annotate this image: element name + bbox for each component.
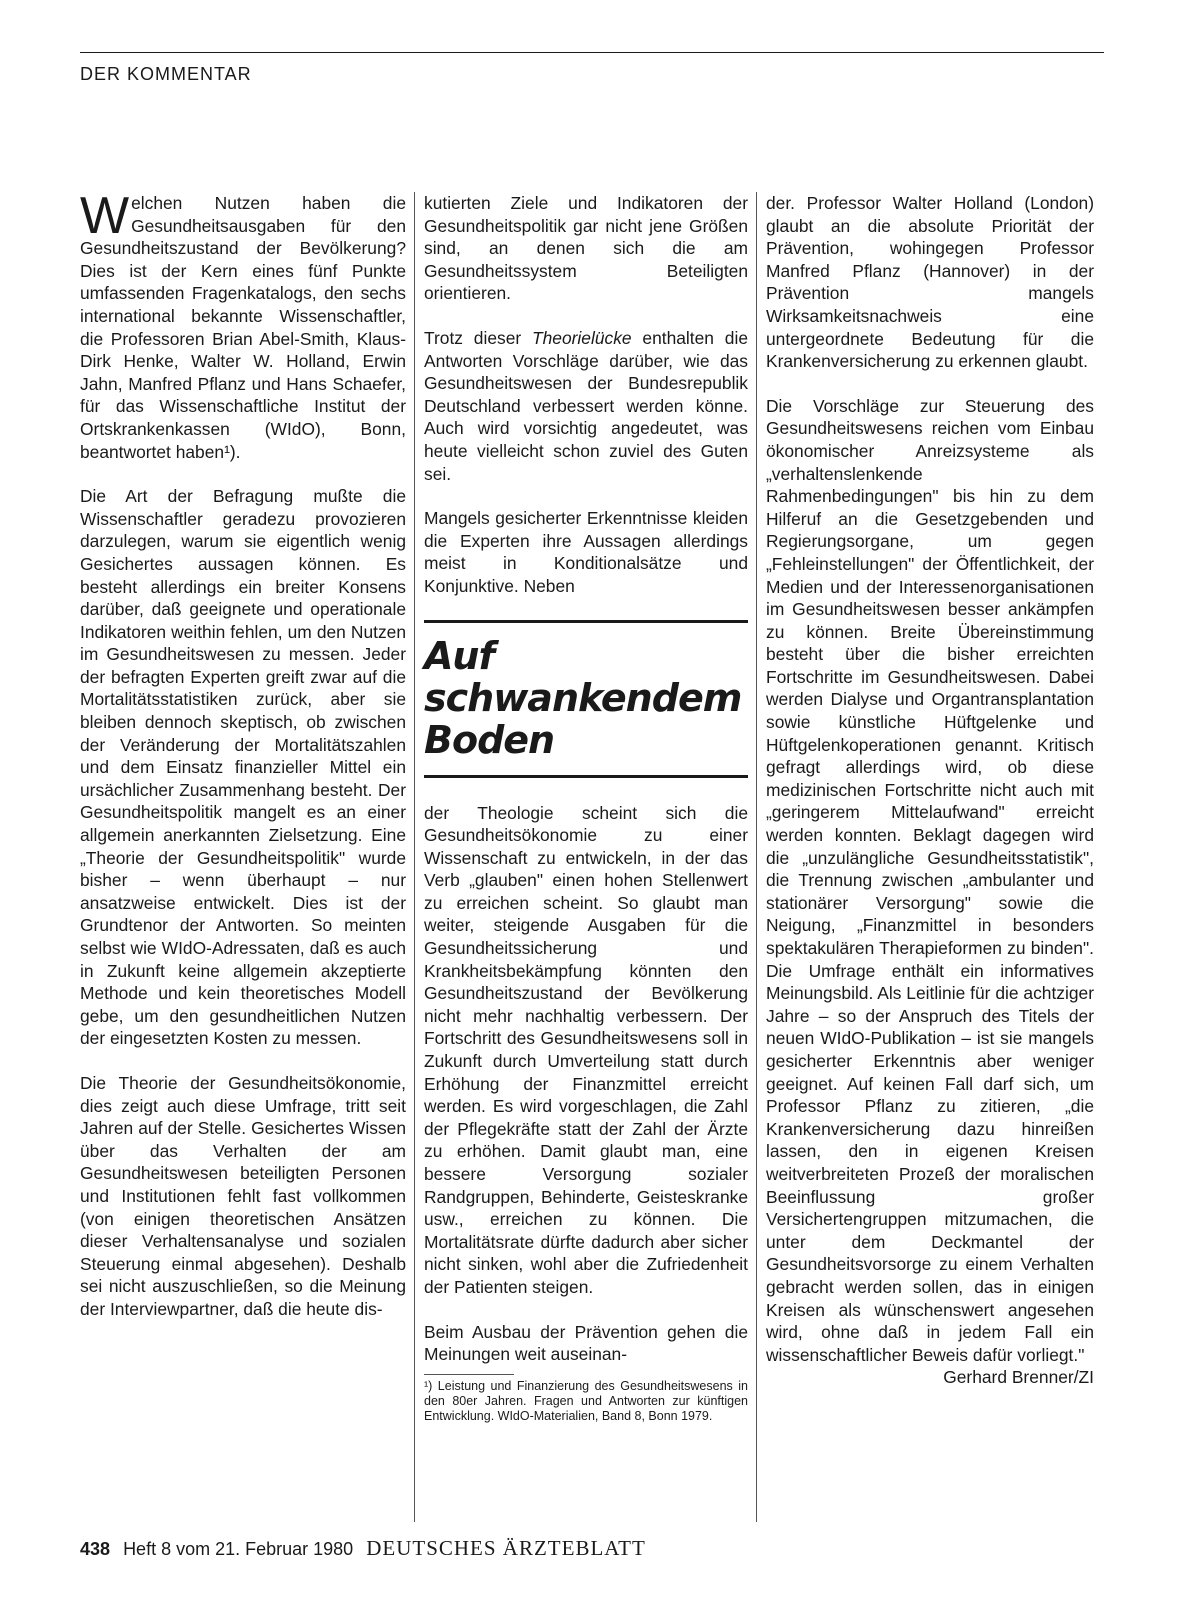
paragraph-text: elchen Nutzen haben die Gesundheitsausgaben für den Gesundheitszustand der Bevölkerung? Dies ist der Kern eines fünf Punkte umfassenden Fragenkatalogs, den sechs international bekannte Wissenschaftler, die Professoren Brian Abel-Smith, Klaus-Dirk Henke, Walter W. Holland, Erwin Jahn, Manfred Pflanz und Hans Schaefer, für das Wissenschaftliche Institut der Ortskrankenkassen (WIdO), Bonn, beantwortet haben¹). bbox=[80, 193, 406, 462]
paragraph: kutierten Ziele und Indikatoren der Gesundheitspolitik gar nicht jene Größen sind, an denen sich die am Gesundheitssystem Beteiligten orientieren. bbox=[424, 193, 748, 304]
headline-line: Auf bbox=[424, 633, 494, 678]
page-footer bbox=[80, 1536, 646, 1561]
paragraph-text: Die Vorschläge zur Steuerung des Gesundheitswesens reichen vom Einbau ökonomischer Anreizsysteme als „verhaltenslenkende Rahmenbedingungen" bis hin zu dem Hilferuf an die Gesetzgebenden und Regierungsorgane, um gegen „Fehleinstellungen" der Öffentlichkeit, der Medien und der Interessenorganisationen im Gesundheitswesen besser ankämpfen zu können. Breite Übereinstimmung besteht über die bisher erreichten Fortschritte im Gesundheitswesen. Dabei werden Dialyse und Organtransplantation sowie künstliche Hüftgelenke und Hüftgelenkoperationen genannt. Kritisch gefragt allerdings wird, ob diese medizinischen Fortschritte nicht auch mit „geringerem Mittelaufwand" erreicht werden konnten. Beklagt dagegen wird die „unzulängliche Gesundheitsstatistik", die Trennung zwischen „ambulanter und stationärer Versorgung" sowie die Neigung, „Finanzmittel in besonders spektakulären Therapieformen zu binden". Die Umfrage enthält ein informatives Meinungsbild. Als Leitlinie für die achtziger Jahre – so der Anspruch des Titels der neuen WIdO-Publikation – ist sie mangels gesicherter Erkenntnis aber weniger geeignet. Auf keinen Fall darf sich, um Professor Pflanz zu zitieren, „die Krankenversicherung dazu hinreißen lassen, den in eigenen Kreisen weitverbreiteten Prozeß der moralischen Beeinflussung großer Versichertengruppen mitzumachen, die unter dem Deckmantel der Gesundheitsvorsorge zu einem Verhalten gebracht werden sollen, das in einigen Kreisen als wünschenswert angesehen wird, ohne daß in jedem Fall ein wissenschaftlicher Beweis dafür vorliegt." bbox=[766, 395, 1094, 1365]
article-column-3 bbox=[766, 192, 1094, 1389]
paragraph: der Theologie scheint sich die Gesundheitsökonomie zu einer Wissenschaft zu entwickeln, in der das Verb „glauben" einen hohen Stellenwert zu erreichen scheint. So glaubt man weiter, steigende Ausgaben für die Gesundheitssicherung und Krankheitsbekämpfung könnten den Gesundheitszustand der Bevölkerung nicht mehr nachhaltig verbessern. Der Fortschritt des Gesundheitswesens soll in Zukunft durch Umverteilung statt durch Erhöhung der Finanzmittel erreicht werden. Es wird vorgeschlagen, die Zahl der Pflegekräfte statt der Zahl der Ärzte zu erhöhen. Damit glaubt man, eine bessere Versorgung sozialer Randgruppen, Behinderte, Geisteskranke usw., erreichen zu können. Die Mortalitätsrate dürfte dadurch aber sicher nicht sinken, wohl aber die Zufriedenheit der Patienten steigen. bbox=[424, 802, 748, 1297]
headline bbox=[424, 635, 748, 761]
issue-info: Heft 8 vom 21. Februar 1980 bbox=[123, 1539, 354, 1559]
paragraph bbox=[80, 187, 406, 463]
journal-name: DEUTSCHES ÄRZTEBLATT bbox=[366, 1536, 646, 1560]
paragraph: Die Theorie der Gesundheitsökonomie, dies zeigt auch diese Umfrage, tritt seit Jahren auf der Stelle. Gesichertes Wissen über das Verhalten der am Gesundheitswesen beteiligten Personen und Institutionen fehlt fast vollkommen (von einigen theoretischen Ansätzen dieser Verhaltensanalyse und sozialen Steuerung einmal abgesehen). Deshalb sei nicht auszuschließen, so die Meinung der Interviewpartner, daß die heute dis- bbox=[80, 1072, 406, 1319]
article-column-1 bbox=[80, 187, 406, 1343]
paragraph: Beim Ausbau der Prävention gehen die Meinungen weit auseinan- bbox=[424, 1321, 748, 1365]
headline-line: Boden bbox=[424, 717, 555, 762]
paragraph bbox=[766, 395, 1094, 1388]
paragraph bbox=[424, 327, 748, 485]
author-signature: Gerhard Brenner/ZI bbox=[943, 1367, 1094, 1388]
footnote: ¹) Leistung und Finanzierung des Gesundheitswesens in den 80er Jahren. Fragen und Antworten zur künftigen Entwicklung. WIdO-Materialien, Band 8, Bonn 1979. bbox=[424, 1378, 748, 1423]
page-number: 438 bbox=[80, 1539, 111, 1559]
paragraph-text: enthalten die Antworten Vorschläge darüber, wie das Gesundheitswesen der Bundesrepublik Deutschland verbessert werden könne. Auch wird vorsichtig angedeutet, was heute vielleicht schon zuviel des Guten sei. bbox=[424, 327, 748, 484]
emphasis-text: Theorielücke bbox=[532, 327, 632, 348]
headline-block bbox=[424, 620, 748, 778]
paragraph-text: Trotz dieser bbox=[424, 327, 532, 348]
drop-cap: W bbox=[80, 187, 130, 245]
paragraph: der. Professor Walter Holland (London) glaubt an die absolute Priorität der Prävention, wohingegen Professor Manfred Pflanz (Hannover) in der Prävention mangels Wirksamkeitsnachweis eine untergeordnete Bedeutung für die Krankenversicherung zu erkennen glaubt. bbox=[766, 193, 1094, 372]
footnote-rule bbox=[424, 1374, 514, 1375]
column-divider bbox=[414, 192, 415, 1522]
paragraph: Mangels gesicherter Erkenntnisse kleiden die Experten ihre Aussagen allerdings meist in Konditionalsätze und Konjunktive. Neben bbox=[424, 508, 748, 596]
section-label: DER KOMMENTAR bbox=[80, 64, 252, 84]
column-divider bbox=[756, 192, 757, 1522]
top-rule bbox=[80, 52, 1104, 53]
headline-line: schwankendem bbox=[424, 675, 742, 720]
headline-rule-bottom bbox=[424, 775, 748, 778]
headline-rule-top bbox=[424, 620, 748, 623]
paragraph: Die Art der Befragung mußte die Wissenschaftler geradezu provozieren darzulegen, warum sie eigentlich wenig Gesichertes aussagen können. Es besteht allerdings ein breiter Konsens darüber, daß geeignete und operationale Indikatoren weithin fehlen, um den Nutzen im Gesundheitswesen zu messen. Jeder der befragten Experten greift zwar auf die Mortalitätsstatistiken zurück, aber sie bleiben dennoch skeptisch, ob zwischen der Veränderung der Mortalitätszahlen und dem Einsatz finanzieller Mittel ein ursächlicher Zusammenhang besteht. Der Gesundheitspolitik mangelt es an einer allgemein anerkannten Zielsetzung. Eine „Theorie der Gesundheitspolitik" wurde bisher – wenn überhaupt – nur ansatzweise entwickelt. Dies ist der Grundtenor der Antworten. So meinten selbst wie WIdO-Adressaten, daß es auch in Zukunft keine allgemein akzeptierte Methode und kein theoretisches Modell gebe, um den gesundheitlichen Nutzen der eingesetzten Kosten zu messen. bbox=[80, 486, 406, 1049]
article-column-2 bbox=[424, 192, 748, 1424]
